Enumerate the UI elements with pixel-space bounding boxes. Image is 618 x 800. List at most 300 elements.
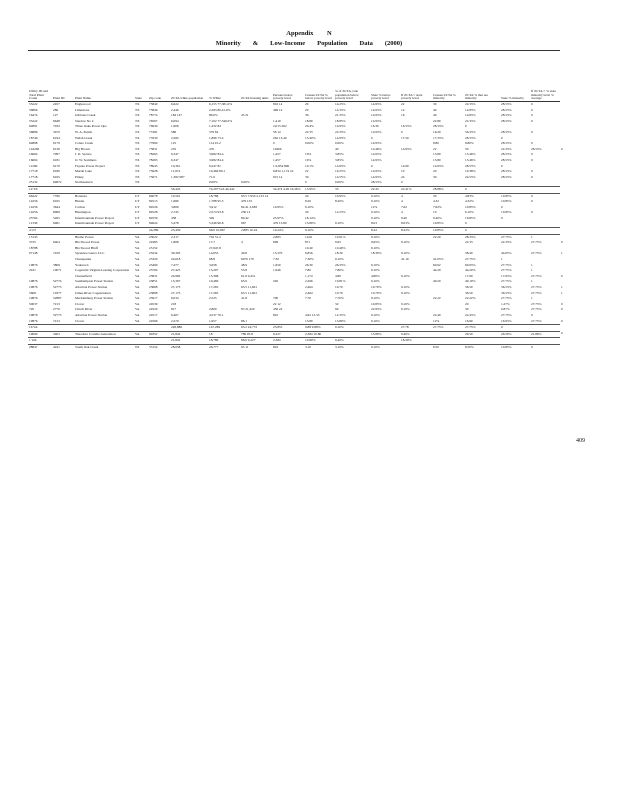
table-cell [74,325,134,332]
table-cell: 15.80% [371,331,382,336]
table-cell [74,338,134,345]
table-cell: 6,155 77,381.0% [209,102,233,106]
table-cell: 84526 [149,204,158,209]
title-word: Population [317,40,348,47]
table-cell: 22 12 [273,301,281,306]
table-cell: 53154 [149,344,158,349]
table-cell: 0 [531,199,533,204]
table-cell: 27.75% [501,234,512,239]
table-cell: 18,789 [208,338,240,345]
table-cell: 289 [53,107,59,112]
table-cell: Theodore Cortelle Generation [75,331,116,336]
table-cell: 58 14 [273,129,281,134]
table-cell: 349 [209,215,215,220]
table-cell: Chesterfield [75,273,92,278]
column-header: Utility ID and Total Plant Count [29,89,49,101]
table-cell: 1 [531,234,533,239]
table-cell: 8.22% [400,228,432,235]
table-cell: 0 [531,129,533,134]
table-cell: 44.20 [433,268,441,273]
table-cell [52,186,74,193]
table-cell: 22.20 [433,234,441,239]
table-cell: 6194 [53,135,60,140]
table-cell: VA [135,290,140,295]
table-cell: 84078 [149,193,158,198]
table-cell: 10.24% [272,228,304,235]
table-cell: 0 [561,307,563,312]
table-cell: 8.22 [370,228,400,235]
table-cell: 13.80 [433,152,441,157]
table-cell: 30 [433,174,437,179]
table-cell: 19876 [29,279,38,284]
table-cell [52,325,74,332]
table-cell: 4.32% [465,199,474,204]
table-cell: 10377 [53,290,62,295]
table-cell: 19% [305,152,312,157]
table-cell: 1,896 73.4 [209,135,224,140]
table-cell: VA [135,331,140,336]
table-cell: Clover [75,318,85,323]
table-cell: 14.23% [335,102,346,106]
table-cell: Fayette Power Project [75,163,105,168]
table-cell: 28.53% [501,141,512,146]
table-cell: 0 [531,193,533,198]
table-cell: 19 TX [28,186,52,193]
table-cell: 0 [531,118,533,123]
table-cell: 10.85% [501,199,512,204]
table-cell: 16.93% [501,318,512,323]
table-cell: 22.33% [465,118,476,123]
table-cell: 16.90 [465,318,473,323]
table-cell: 0.87% [501,307,510,312]
table-cell: 28.53% [501,174,512,179]
table-cell: 38.40 [465,251,473,256]
table-cell: 40 [433,107,437,112]
table-cell: 93 11 [241,344,249,349]
table-cell: 379 64 [209,129,219,134]
table-cell: 15.95% [304,186,334,193]
table-cell: 9.10% [371,193,380,198]
table-cell: 10 [401,169,405,174]
table-cell: 10 [433,210,437,215]
table-cell: 28.53% [501,118,512,123]
table-cell: 84559 [149,215,158,220]
table-cell: 48.9 [241,262,247,267]
table-cell: 1,906 [171,124,179,129]
table-cell: 17718 [29,169,38,174]
table-cell: 9.10% [401,240,410,245]
table-cell: 19876 [29,285,38,289]
table-cell: 2,745 [171,210,179,215]
table-cell: 24,982 [171,273,181,278]
table-cell: 18,788 [209,193,219,198]
table-cell: 4.92 12.33 [305,312,320,317]
table-cell: 25.97% [273,215,284,220]
table-cell: Sandow No 4 [75,118,94,123]
table-cell: 915 14 [273,174,283,179]
table-cell: 40 [433,113,437,118]
table-cell: 0 [401,129,403,134]
appendix-letter: N [327,30,332,37]
table-cell: Yorktown [75,262,89,267]
table-cell: 63.5 11,601 [241,290,257,295]
table-cell: 6,834 1,174 10 [273,169,294,174]
table-cell: 15,397 [171,279,181,284]
table-cell [148,186,170,193]
table-cell: 34,474 4.26 16.26% [272,186,304,193]
table-cell: Huntington [75,210,91,215]
table-cell: 10.85% [501,344,512,349]
table-cell: 469 14 [273,107,283,112]
table-cell: 230 12 [241,210,251,215]
table-cell: VA [135,296,140,301]
table-cell: 78263 [149,157,158,162]
table-cell: 27,173 [171,290,181,295]
table-cell: 12.35% [335,312,346,317]
state-total-row [28,186,590,193]
table-cell: 1 [501,257,503,262]
table-cell: 18788 [29,245,38,250]
table-cell: 44.20% [465,268,476,273]
table-row [28,331,590,338]
table-cell: 22485 [149,240,158,245]
table-cell: 26.30 [305,262,313,267]
table-cell: 27.75% [501,262,512,267]
table-cell: 2776 [53,307,60,312]
column-header: Plant ID [53,96,65,101]
table-cell: TX [135,180,140,185]
table-cell: 22.33% [501,240,512,245]
table-cell: 9.10% [371,245,380,250]
table-cell: VA [135,285,140,289]
table-cell: 16604 [29,157,38,162]
table-cell: 9.10% [401,290,410,295]
table-cell: Welsh Creek [75,135,93,140]
table-cell: 10.80% [304,338,334,345]
table-cell: 80.42 [241,215,249,220]
table-cell: Limestone [75,107,90,112]
table-cell: 20 [465,301,469,306]
table-cell [52,228,74,235]
table-cell: 262 13.40 [273,135,287,140]
table-cell: 14.93% [371,174,382,179]
header-row [28,51,590,101]
table-cell: 479 13.80 [273,221,287,226]
table-cell: 9.10% [371,279,380,284]
table-cell: 96.6 10,867 [208,228,240,235]
table-cell: 10.95% [273,204,284,209]
table-cell: 3,982 84.4 [209,157,224,162]
table-cell: 8.50 [433,344,439,349]
column-header: State [135,96,142,101]
table-cell: 10.81% [335,279,346,284]
table-cell: 9,227 [273,331,281,336]
table-cell: 75840 [149,102,158,106]
table-cell: 19876 [29,312,38,317]
table-cell: 3,869 [171,204,179,209]
table-cell [530,338,560,345]
table-cell: 36.50 [465,290,473,295]
table-cell: 16474 [29,113,38,118]
table-cell: 0 [531,210,533,215]
table-cell: 11269 [29,163,38,168]
table-cell: 1,957 [209,318,217,323]
table-cell: 30 [465,307,469,312]
table-cell: 10.70 [335,290,343,295]
table-body [28,102,590,351]
table-cell: 19406 [273,146,282,151]
table-cell: 8.20 [305,199,311,204]
table-cell: 14.90 [401,163,409,168]
table-cell: 9.65 [335,240,341,245]
table-cell: 17.93% [501,273,512,278]
table-cell: 10.85% [432,228,464,235]
table-cell: 0 [561,240,563,245]
table-cell: 226,886 [170,325,208,332]
table-cell: 2,013 262 [273,124,287,129]
table-cell: 76939 [149,124,158,129]
table-cell: 22.43 [370,186,400,193]
page-title [0,40,618,47]
table-cell: VA [135,251,140,256]
table-cell: 0 [371,135,373,140]
table-cell: 19699 [29,331,38,336]
table-cell: 6179 [53,141,60,146]
table-cell: 16.53% [401,124,412,129]
table-cell: TX [135,152,140,157]
table-cell: 9.10% [371,312,380,317]
table-cell: 14.93% [335,124,346,129]
column-header: State % below poverty level [371,92,391,101]
table-cell: 12% [371,204,378,209]
table-cell: 52887 [53,296,62,301]
table-cell [530,325,560,332]
table-cell: 1,868 [171,240,179,245]
table-cell: James River Cogeneration [75,290,111,295]
table-cell: 84624 [149,221,158,226]
table-cell: 2,582 [171,135,179,140]
table-cell: Birchwood Power [75,240,100,245]
column-header: State % minority [501,96,524,101]
table-cell: 17.90 [465,273,473,278]
table-cell: 8.20% [335,199,344,204]
table-cell: 18.80 [305,118,313,123]
table-cell: 6,347 [171,157,179,162]
table-cell: 49.10% [465,279,476,284]
table-cell: 1 [531,279,533,284]
table-cell: 55222 [29,102,38,106]
table-cell: 2,384 10.80 [305,331,322,336]
table-cell: 10.70 [335,285,343,289]
table-cell: 23704 [149,268,158,273]
table-cell: 18.85% [335,118,346,123]
table-cell: 0 [501,215,503,220]
table-cell: 1,457 [273,157,281,162]
table-cell: 13.80 [305,318,313,323]
table-cell: 6180 [53,169,60,174]
table-cell: 14 [401,107,405,112]
table-cell: 14.93% [371,129,382,134]
table-cell: 7213 [53,301,60,306]
table-cell: 28847 [29,344,38,349]
table-cell: 17,265 [209,290,219,295]
table-cell: 11,974 [171,169,181,174]
table-cell: Martin Lake [75,169,92,174]
table-cell: VA [135,257,140,262]
table-cell: 9.10% [304,228,334,235]
table-cell: 24 [401,174,405,179]
table-cell: 40 [335,146,339,151]
table-cell: 7.70% [335,296,344,301]
table-cell: 36.53% [501,290,512,295]
table-cell: 6136 [53,146,60,151]
table-cell: 6481 [53,221,60,226]
table-cell: 10,466 89.1 [209,169,226,174]
table-cell: 1 [531,262,533,267]
table-cell: VA [135,318,140,323]
column-header: Persons below poverty level [273,92,293,101]
table-cell: 4,537 70.1 [209,312,224,317]
table-cell: 13.80% [305,221,316,226]
table-cell: 3644 [53,204,60,209]
table-cell: 700 [273,296,279,301]
table-cell: 25764 [29,215,38,220]
table-cell: TX [135,135,140,140]
table-cell: 56,443 [170,186,208,193]
table-cell: 10.1% [305,163,314,168]
table-cell: 9.10% [401,273,410,278]
table-cell: 52773 [53,285,62,289]
table-cell: 9.10% [371,210,380,215]
table-cell: 14.93% [371,152,382,157]
table-cell: 20 [305,210,309,215]
table-cell: Altavista Power Station [75,312,108,317]
table-cell: 127 [53,113,59,118]
table-cell: 22.33% [465,102,476,106]
column-header: If ZCTA > % state minority level % average [531,89,556,101]
table-cell: 9.65% [371,240,380,245]
table-cell: 52774 [53,279,62,284]
table-cell: 0 [305,180,307,185]
table-cell: Hunter [75,199,85,204]
table-cell [432,338,464,345]
table-cell: 1 [561,251,563,256]
table-cell: Englewood [75,102,91,106]
table-cell [530,228,560,235]
table-cell: 21,842 [170,338,208,345]
table-cell: 0 [531,102,533,106]
table-cell: Pirkey [75,174,84,179]
table-cell [240,186,272,193]
table-cell: 23851 [149,279,158,284]
table-cell [334,331,370,338]
table-cell: 13.46% [465,157,476,162]
table-cell: 14.93% [371,141,382,146]
table-cell: 97148 [29,251,38,256]
table-cell: 0 [531,157,533,162]
table-cell [134,325,148,332]
table-cell: 6.10% [465,210,474,215]
table-cell: 0 [465,124,467,129]
table-cell: 90 [335,307,339,312]
table-cell: 32 [335,301,339,306]
table-cell: 13.80 [433,157,441,162]
table-cell: 9.10% [335,221,344,226]
table-cell: 22 [305,169,309,174]
table-cell: 4 [401,210,403,215]
table-cell: 10.95% [335,193,346,198]
table-cell: 14.93% [371,118,382,123]
table-cell: VA [135,279,140,284]
table-cell: 7032 [53,124,60,129]
table-cell: 41.8 [241,296,247,301]
table-cell: 23,853 [272,325,304,332]
table-cell: 30 [433,102,437,106]
table-cell: 19876 [29,296,38,301]
table-cell: 4 [401,193,403,198]
table-cell: 28.53% [433,124,444,129]
table-cell: 5,478 [171,221,179,226]
table-cell: 17.50 [401,135,409,140]
table-cell: 15143 [29,234,38,239]
column-header: ZCTA housing units [241,96,269,101]
table-cell: 871 [305,240,311,245]
table-cell: 22.33% [501,146,512,151]
table-cell: 22 [401,102,405,106]
table-cell: 24566 [149,318,158,323]
table-cell: 14.55% [335,174,346,179]
table-cell: 6,856 [305,251,313,256]
table-cell: 7,102 77,346.0% [209,118,233,123]
table-cell: Altavista Power Station [75,285,108,289]
table-cell: 10.85% [501,210,512,215]
table-cell: 22.22% [465,296,476,301]
table-cell: 20 [305,102,309,106]
table-cell: 27.75% [531,290,542,295]
table-cell: 28.88% [432,186,464,193]
table-cell: WI [135,344,140,349]
table-cell: 699 [273,240,279,245]
table-cell: 7.62 [401,204,407,209]
table-cell: 1,788 95.5 [209,199,224,204]
table-cell: 13.80% [335,318,346,323]
table-cell: VA [135,307,140,312]
table-cell: 27,645 8 [209,245,221,250]
table-cell: 41.05% [433,257,444,262]
table-cell: 50037 [29,301,38,306]
table-cell: 52773 [53,312,62,317]
table-cell: 23868 [149,285,158,289]
table-cell: Intermountain Power Project [75,221,115,226]
table-cell: 28.53% [501,152,512,157]
table-cell: 2,800 [209,307,217,312]
table-cell: 14.93% [433,163,444,168]
table-cell [52,338,74,345]
table-cell: 0 [561,273,563,278]
table-cell: 64898 [29,141,38,146]
table-cell: 36.53% [501,285,512,289]
table-cell: 27.75% [531,318,542,323]
table-cell: VA [135,301,140,306]
table-cell: TX [135,141,140,146]
table-cell: 0 [531,344,533,349]
table-cell: TX [135,146,140,151]
table-header [28,51,590,102]
table-cell: 75831 [149,146,158,151]
table-cell: 27.75% [531,273,542,278]
table-cell: 458 [171,215,177,220]
table-cell: 2,270 [171,318,179,323]
